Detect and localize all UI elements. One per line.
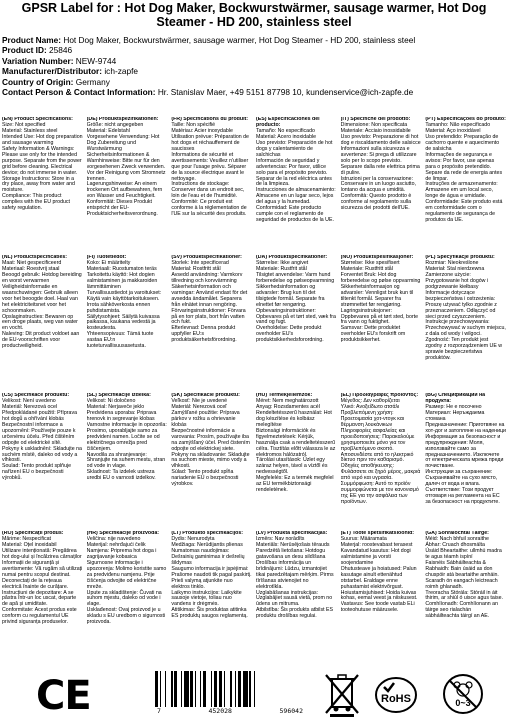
spec-body: Veľkosť: Nie je uvedené Materiál: Nerezová oceľ Zamýšľané použitie: Príprava párkov v rožku a ohrievanie klobás Bezpečnostné informácie a varovania: Prosím, používajte iba na zamýšľaný účel. Pred čistením odpojte od elektrickej siete. Pokyny na skladovanie: Skladujte na suchom mieste, mimo vody a vlhkosti. Súlad: Tento produkt spĺňa nariadenie EÚ o bezpečnosti výrobkov. xyxy=(171,397,250,488)
spec-section xyxy=(341,117,422,255)
info-value: NEW-9744 xyxy=(75,55,117,66)
spec-heading: (NL) Productspecificaties: xyxy=(2,255,68,260)
barcode-digits xyxy=(155,707,305,715)
spec-section xyxy=(171,255,252,393)
spec-heading: (GA) Sonraíochtaí Táirge: xyxy=(425,531,489,536)
age-warning-icon xyxy=(442,673,484,715)
spec-heading: (SV) Produktspecifikationer: xyxy=(171,255,242,260)
spec-body: Rozmiar: Nieokreślone Materiał: Stal nierdzewna Zamierzone użycie: Przygotowanie hot dogów i podgrzewanie kiełbasy Informacje dotyczące bezpieczeństwa i ostrzeżenia: Proszę używać tylko zgodnie z przeznaczeniem. Odłączyć od sieci przed czyszczeniem. Instrukcje przechowywania: Przechowywać w suchym miejscu, z dala od wody i wilgoci. Zgodność: Ten produkt jest zgodny z rozporządzeniem UE w sprawie bezpieczeństwa produktów. xyxy=(425,259,506,362)
spec-section xyxy=(256,393,337,531)
spec-body: Storlek: Inte specificerad Material: Rostfritt stål Avsedd användning: Varmkorv tillredning och korvvärmning Säkerhetsinformation och varningar: Använd endast för det avsedda ändamålet. Separera från elnätet innan rengöring. Förvaringsinstruktioner: Förvara på en torr plats, bort från vatten och fukt. Efterlevnad: Denna produkt uppfyller EU:s produktsäkerhetsförordning. xyxy=(171,259,248,344)
spec-section xyxy=(87,117,168,255)
spec-body: Μέγεθος: Δεν καθορίζεται Υλικό: Ανοξείδωτο ατσάλι Προβλεπόμενη χρήση: Προετοιμασία χοτ-ντογκ και θέρμανση λουκάνικων Πληροφορίες ασφαλείας και προειδοποιήσεις: Παρακαλούμε χρησιμοποιείτε μόνο για τον προβλεπόμενο σκοπό. Αποσυνδέστε από το ηλεκτρικό δίκτυο πριν τον καθαρισμό. Οδηγίες αποθήκευσης: Φυλάσσετε σε ξηρό μέρος, μακριά από νερό και υγρασία. Συμμόρφωση: Αυτό το προϊόν συμμορφώνεται με τον κανονισμό της ΕΕ για την ασφάλεια των προϊόντων. xyxy=(340,397,421,506)
spec-section xyxy=(171,393,252,531)
rohs-text: RoHS xyxy=(381,693,411,705)
spec-heading: (SK) Špecifikácie produktu: xyxy=(171,393,240,398)
spec-body: Veličina: nije navedeno Materijal: nehrđajući čelik Namjena: Priprema hot doga i zagrijavanje kobasica Sigurnosne informacije i upozorenja: Molimo koristite samo za predviđenu namjenu. Prije čišćenja odvojite od električne mreže. Upute za skladištenje: Čuvati na suhom mjestu, daleko od vode i vlage. Usklađenost: Ovaj proizvod je u skladu s EU uredbom o sigurnosti proizvoda. xyxy=(86,535,167,626)
info-row xyxy=(2,56,508,66)
product-info xyxy=(2,35,508,97)
spec-heading: (SL) Specifikacije izdelka: xyxy=(86,393,151,398)
spec-heading: (CS) Specifikace produktu: xyxy=(2,393,70,398)
spec-heading: (LV) Produkta specifikācijas: xyxy=(255,531,328,536)
spec-body: Maat: Niet gespecificeerd Materiaal: Roestvrij staal Beoogd gebruik: Hotdog bereiding en worst verwarmen Veiligheidsinformatie en waarschuwingen: Gebruik alleen voor het beoogde doel. Haal van het elektriciteitsnet voor het schoonmaken. Opslaginstructies: Bewaren op een droge plaats, weg van water en vocht. Naleving: Dit product voldoet aan de EU-voorschriften voor productveiligheid. xyxy=(2,259,82,350)
info-value: Hr. Stanislav Maer, +49 5151 87798 10, kundenservice@ich-zapfe.de xyxy=(157,87,414,98)
spec-section xyxy=(341,255,422,393)
info-row xyxy=(2,87,508,97)
spec-heading: (PT) Especificações do produto: xyxy=(425,117,506,122)
info-label: Manufacturer/Distributor: xyxy=(2,66,103,77)
spec-section xyxy=(341,531,422,669)
spec-heading: (LT) Produkto specifikacijos: xyxy=(171,531,243,536)
spec-section xyxy=(425,255,506,393)
rohs-icon xyxy=(374,675,418,715)
spec-section xyxy=(2,255,83,393)
info-value: ich-zapfe xyxy=(104,66,139,77)
spec-heading: (RO) Specificații produs: xyxy=(2,531,64,536)
spec-section xyxy=(256,531,337,669)
barcode-digit-right: 596042 xyxy=(279,707,303,715)
info-value: 25846 xyxy=(49,45,73,56)
info-label: Product ID: xyxy=(2,45,47,56)
spec-section xyxy=(256,117,337,255)
info-row xyxy=(2,77,508,87)
spec-heading: (NO) Produktspesifikasjoner: xyxy=(340,255,414,260)
spec-body: Mărime: Nespecificat Material: Oțel inoxidabil Utilizare intenționată: Pregătirea hot dog-ului și încălzirea cârnaților Informații de siguranță și avertismente: Vă rugăm să utilizați numai pentru scopul destinat. Deconectați de la rețeaua electrică înainte de curățare. Instrucțiuni de depozitare: A se păstra într-un loc uscat, departe de apă și umiditate. Conformitate: Acest produs este conform cu regulamentul UE privind siguranța produselor. xyxy=(2,535,83,626)
spec-heading: (IT) Specifiche del prodotto: xyxy=(340,117,411,122)
spec-heading: (HR) Specifikacije proizvoda: xyxy=(86,531,160,536)
spec-section xyxy=(87,531,168,669)
spec-section xyxy=(341,393,422,531)
spec-heading: (FR) Spécifications du produit: xyxy=(171,117,249,122)
spec-section xyxy=(2,393,83,531)
info-label: Product Name: xyxy=(2,35,62,45)
spec-body: Størrelse: Ikke angivet Materiale: Rustfrit stål Tilsigtet anvendelse: Varm hund forberedelse og pølseopvarmning Sikkerhedsinformation og advarsler: Brug kun til det tilsigtede formål. Separate fra elnettet før rengøring. Opbevaringsinstruktioner: Opbevares på et tørt sted, væk fra vand og fugt. Overholdelse: Dette produkt overholder EU's produktsikkerhedsforordning. xyxy=(255,259,336,344)
info-label: Contact Person & Contact Information: xyxy=(2,87,156,98)
spec-section xyxy=(87,393,168,531)
spec-body: Dydis: Nenurodyta Medžiaga: Nerūdijantis plienas Numatomas naudojimas: Dešrainių gaminimas ir dešrelių šildymas Saugumo informacija ir įspėjimai: Prašome naudoti tik pagal paskirtį. Prieš valymą atjunkite nuo elektros tinklo. Laikymo instrukcijos: Laikykite sausoje vietoje, toliau nuo vandens ir drėgmės. Atitikimas: Šis produktas atitinka ES produktų saugos reglamentą. xyxy=(171,535,252,620)
weee-crossed-bin-icon xyxy=(322,671,362,717)
spec-section xyxy=(2,531,83,669)
spec-body: Méid: Nach bhfuil sonraithe Ábhar: Cruach dhosmálta Úsáid Bheartaithe: ullmhú madra te agus téamh ispíní Faisnéis Sábháilteachta & Rabhaidh: Bain úsáid as don chuspóir atá beartaithe amháin. Scaradh ón eangach leictreach roimh ghlanadh. Treoracha Stórála: Stóráil in áit thirim, ar shiúl ó uisce agus taise. Comhlíonadh: Comhlíonann an táirge seo rialachán sábháilteachta táirgí an AE. xyxy=(425,535,503,620)
spec-body: Tamaño: No especificado Material: Acero inoxidable Uso previsto: Preparación de hot dogs y calentamiento de salchichas Información de seguridad y advertencias: Por favor, utilice solo para el propósito previsto. Separar de la red eléctrica antes de la limpieza. Instrucciones de almacenamiento: Almacene en un lugar seco, lejos del agua y la humedad. Conformidad: Este producto cumple con el reglamento de seguridad de productos de la UE. xyxy=(255,127,336,224)
spec-section xyxy=(425,117,506,255)
info-row xyxy=(2,35,508,45)
spec-section xyxy=(2,117,83,255)
spec-body: Koko: Ei määritelty Materiaali: Ruostumaton teräs Tarkoitettu käyttö: Hot dogien valmistaminen ja makkaroiden lämmittäminen Turvallisuustiedot ja varoitukset: Käytä vain käyttötarkoitukseen. Irrota sähköverkosta ennen puhdistamista. Säilytysohjeet: Säilytä kuivassa paikassa, kaukana vedestä ja kosteudesta. Yhteensopivuus: Tämä tuote vastaa EU:n tuoteturvallisuusasetusta. xyxy=(86,259,162,350)
info-value: Germany xyxy=(75,76,110,87)
spec-heading: (BG) Спецификации на продукта: xyxy=(425,393,486,404)
spec-heading: (EL) Προδιαγραφές προϊόντος: xyxy=(340,393,419,398)
info-label: Variation Number: xyxy=(2,55,74,66)
barcode-digit-left: 452028 xyxy=(208,707,232,715)
info-row xyxy=(2,66,508,76)
spec-heading: (EN) Product Specifications: xyxy=(2,117,73,122)
spec-body: Velikost: Ni določeno Material: Nerjaveče jeklo Predvidena uporaba: Priprava hrenovk in segrevanje klobas Varnostne informacije in opozorila: Prosimo, uporabljajte samo za predvideni namen. Ločite se od električnega omrežja pred čiščenjem. Navodila za shranjevanje: Shranjujte na suhem mestu, stran od vode in vlage. Skladnost: Ta izdelek ustreza uredbi EU o varnosti izdelkov. xyxy=(86,397,167,482)
spec-body: Méret: Nem meghatározott Anyag: Rozsdamentes acél Rendeltetésszerű használat: Hot dog készítése és kolbász melegítése Biztonsági információk és figyelmeztetések: Kérjük, használja csak a rendeltetésszerű célra. Tisztítás előtt válassza le az elektromos hálózatról. Tárolási utasítások: Üzlet egy száraz helyen, távol a víztől és nedvességtől. Megfelelés: Ez a termék megfelel az EU termékbiztonsági rendeletének. xyxy=(255,397,336,494)
spec-section xyxy=(425,393,506,531)
label-footer xyxy=(0,669,508,721)
spec-heading: (HU) Termékjellemzők: xyxy=(255,393,313,398)
spec-section xyxy=(171,531,252,669)
info-row xyxy=(2,45,508,55)
spec-body: Izmērs: Nav norādīts Materiāls: Nerūsējošais tērauds Paredzētā lietošana: Hotdogu gatavošana un desu sildīšana Drošības informācija un brīdinājumi: Lūdzu, izmantojiet tikai paredzētajam mērķim. Pirms tīrīšanas atvienojiet no elektrotīkla. Uzglabāšanas instrukcijas: Uzglabājiet sausā vietā, prom no ūdens un mitruma. Atbilstība: Šis produkts atbilst ES produktu drošības regulai. xyxy=(255,535,334,620)
age-text: 0~3 xyxy=(455,698,471,708)
spec-body: Suurus: Määramata Materjal: roostevabast terasest Kavandatud kasutus: Hot dogi valmistamine ja vorsti soojendamine Ohutusteave ja hoiatused: Palun kasutage ainult ettenähtud otstarbel. Eraldage enne puhastamist elektrivõrgust. Hoiustamisjuhised: Hoida kuivas kohas, eemal veest ja niiskusest. Vastavus: See toode vastab ELi tooteohutuse määrusele. xyxy=(340,535,418,614)
spec-body: Taille: Non spécifié Matériau: Acier inoxydable Utilisation prévue: Préparation de hot dogs et réchauffement de saucisses Informations de sécurité et avertissements: Veuillez n'utiliser que pour l'usage prévu. Séparer de la source électrique avant le nettoyage. Instructions de stockage: Conserver dans un endroit sec, loin de l'eau et de l'humidité. Conformité: Ce produit est conforme à la réglementation de l'UE sur la sécurité des produits. xyxy=(171,121,249,218)
spec-section xyxy=(425,531,506,669)
spec-heading: (ET) Toote spetsifikatsioonid: xyxy=(340,531,415,536)
info-value: Hot Dog Maker, Bockwurstwärmer, sausage warmer, Hot Dog Steamer - HD 200, stainless steel xyxy=(63,35,416,45)
spec-body: Størrelse: Ikke spesifisert Materiale: Rustfritt stål Forventet Bruk: Hot dog forberedelse og pølse oppvarming Sikkerhetsinformasjon og advarsler: Vennligst bruk kun til tiltenkt formål. Separer fra strømnettet før rengjøring. Lagringsinstruksjoner: Oppbevares på et tørt sted, borte fra vann og fuktighet. Samsvar: Dette produktet overholder EU's forskrift om produktsikkerhet. xyxy=(340,259,421,344)
page-title: GPSR Label for : Hot Dog Maker, Bockwurstwärmer, sausage warmer, Hot Dog Steamer - HD 200, stainless steel xyxy=(21,1,487,29)
spec-body: Размер: Не е посочено Материал: Неръждаема стомана Предназначение: Приготвяне на хот-дог и затопляне на наденици Информация за безопасност и предупреждения: Моля, използвайте само за предназначението. Изключете от електрическата мрежа преди почистване. Инструкции за съхранение: Съхранявайте на сухо място, далеч от вода и влага. Съответствие: Този продукт отговаря на регламента на ЕС за безопасност на продуктите. xyxy=(425,403,506,506)
spec-heading: (PL) Specyfikacje produktu: xyxy=(425,255,495,260)
spec-heading: (DE) Produktspezifikationen: xyxy=(86,117,159,122)
ce-mark-icon: CE xyxy=(36,673,91,719)
barcode-digit-lead: 7 xyxy=(157,707,161,715)
spec-body: Tamanho: Não especificado Material: Aço inoxidável Uso pretendido: Preparação de cachorro quente e aquecimento de salsicha Informações de segurança e avisos: Por favor, use apenas para o propósito pretendido. Separe da rede de energia antes de limpar. Instruções de armazenamento: Armazene em um local seco, longe de água e umidade. Conformidade: Este produto está em conformidade com o regulamento de segurança de produtos da UE. xyxy=(425,121,503,224)
info-label: Country of Origin: xyxy=(2,76,74,87)
spec-section xyxy=(256,255,337,393)
spec-heading: (ES) Especificaciones del producto: xyxy=(255,117,320,128)
spec-section xyxy=(171,117,252,255)
specifications-grid xyxy=(2,117,506,669)
spec-section xyxy=(87,255,168,393)
barcode xyxy=(155,671,305,719)
spec-body: Größe: nicht angegeben Material: Edelstahl Vorgesehene Verwendung: Hot Dog Zubereitung und Wurstwärmung Sicherheitsinformationen & Warnhinweise: Bitte nur für den vorgesehenen Zweck verwenden. Vor der Reinigung vom Stromnetz trennen. Lagerungshinweise: An einem trockenen Ort aufbewahren, fern von Wasser und Feuchtigkeit. Konformität: Dieses Produkt entspricht der EU-Produktsicherheitsverordnung. xyxy=(86,121,166,218)
spec-heading: (DA) Produktspecifikationer: xyxy=(255,255,328,260)
spec-body: Velikost: Není uvedeno Materiál: Nerezová ocel Předpokládané použití: Příprava hot dogů a ohřívání klobás Bezpečnostní informace a upozornění: Používejte pouze k určenému účelu. Před čištěním odpojte od elektrické sítě. Pokyny k uskladnění: Skladujte na suchém místě, daleko od vody a vlhkosti. Soulad: Tento produkt splňuje nařízení EU o bezpečnosti výrobků. xyxy=(2,397,82,482)
spec-body: Dimensione: Non specificata Materiale: Acciaio inossidabile Uso previsto: Preparazione di hot dog e riscaldamento delle salsicce Informazioni sulla sicurezza e avvertenze: Si prega di utilizzare solo per lo scopo previsto. Separare dalla rete elettrica prima di pulire. Istruzioni per la conservazione: Conservare in un luogo asciutto, lontano da acqua e umidità. Conformità: Questo prodotto è conforme al regolamento sulla sicurezza dei prodotti dell'UE. xyxy=(340,121,421,212)
barcode-bar xyxy=(255,671,258,707)
spec-heading: (FI) Tuotetiedot: xyxy=(86,255,127,260)
spec-body: Size: Not specified Material: Stainless steel Intended Use: Hot dog preparation and sausage warming Safety Information & Warnings: Please use only for the intended purpose. Separate from the power grid before cleaning. Electrical device; do not immerse in water. Storage Instructions: Store in a dry place, away from water and moisture. Compliance: This product complies with the EU product safety regulation. xyxy=(2,121,83,212)
barcode-bars-icon xyxy=(155,671,305,707)
